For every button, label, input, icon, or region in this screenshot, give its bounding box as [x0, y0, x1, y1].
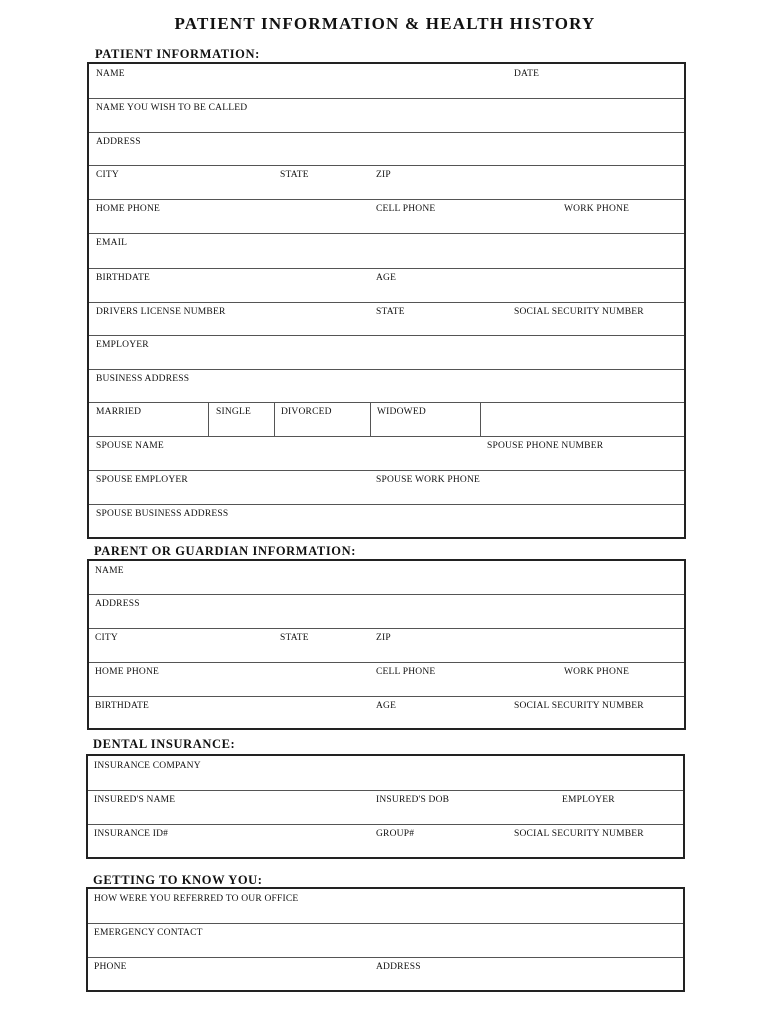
- employer-label: EMPLOYER: [96, 340, 149, 350]
- emergency-contact-row[interactable]: [88, 923, 683, 958]
- spouse-business-address-label: SPOUSE BUSINESS ADDRESS: [96, 509, 229, 519]
- spouse-employer-label: SPOUSE EMPLOYER: [96, 475, 188, 485]
- insurance-employer-label: EMPLOYER: [562, 795, 615, 805]
- guardian-age-label: AGE: [376, 701, 397, 711]
- widowed-option[interactable]: WIDOWED: [377, 407, 426, 417]
- spouse-name-row[interactable]: [89, 436, 684, 471]
- insured-dob-label: INSURED'S DOB: [376, 795, 450, 805]
- spouse-employer-row[interactable]: [89, 470, 684, 505]
- single-option[interactable]: SINGLE: [216, 407, 251, 417]
- emergency-phone-row[interactable]: [88, 957, 683, 990]
- date-label: DATE: [514, 69, 540, 79]
- divider: [370, 402, 371, 436]
- married-option[interactable]: MARRIED: [96, 407, 142, 417]
- insurance-box: [86, 754, 685, 859]
- city-label: CITY: [96, 170, 119, 180]
- guardian-home-phone-label: HOME PHONE: [95, 667, 160, 677]
- business-address-row[interactable]: [89, 369, 684, 403]
- divider: [274, 402, 275, 436]
- insured-row[interactable]: [88, 790, 683, 825]
- business-address-label: BUSINESS ADDRESS: [96, 374, 190, 384]
- state-label: STATE: [280, 170, 309, 180]
- form-title: PATIENT INFORMATION & HEALTH HISTORY: [174, 14, 596, 33]
- patient-info-box: [87, 62, 686, 539]
- guardian-birthdate-row[interactable]: [89, 696, 684, 728]
- home-phone-label: HOME PHONE: [96, 204, 161, 214]
- insurance-company-label: INSURANCE COMPANY: [94, 761, 201, 771]
- email-row[interactable]: [89, 233, 684, 269]
- employer-row[interactable]: [89, 335, 684, 370]
- guardian-phones-row[interactable]: [89, 662, 684, 697]
- group-label: GROUP#: [376, 829, 415, 839]
- insurance-company-row[interactable]: [88, 756, 683, 791]
- address-label: ADDRESS: [96, 137, 141, 147]
- divorced-option[interactable]: DIVORCED: [281, 407, 332, 417]
- guardian-city-row[interactable]: [89, 628, 684, 663]
- dl-state-label: STATE: [376, 307, 405, 317]
- guardian-cell-phone-label: CELL PHONE: [376, 667, 436, 677]
- marital-status-row: [89, 402, 684, 437]
- guardian-info-box: [87, 559, 686, 730]
- guardian-city-label: CITY: [95, 633, 118, 643]
- insurance-id-row[interactable]: [88, 824, 683, 857]
- getting-to-know-box: [86, 887, 685, 992]
- referred-label: HOW WERE YOU REFERRED TO OUR OFFICE: [94, 894, 299, 904]
- guardian-work-phone-label: WORK PHONE: [564, 667, 630, 677]
- nickname-label: NAME YOU WISH TO BE CALLED: [96, 103, 248, 113]
- guardian-state-label: STATE: [280, 633, 309, 643]
- guardian-section-heading: PARENT OR GUARDIAN INFORMATION:: [94, 544, 357, 558]
- age-label: AGE: [376, 273, 397, 283]
- cell-phone-label: CELL PHONE: [376, 204, 436, 214]
- divider: [480, 402, 481, 436]
- name-date-row[interactable]: [89, 64, 684, 99]
- insurance-id-label: INSURANCE ID#: [94, 829, 169, 839]
- birthdate-age-row[interactable]: [89, 268, 684, 303]
- referred-row[interactable]: [88, 889, 683, 924]
- address-row[interactable]: [89, 132, 684, 166]
- emergency-phone-label: PHONE: [94, 962, 127, 972]
- insurance-section-heading: DENTAL INSURANCE:: [93, 737, 236, 751]
- divider: [208, 402, 209, 436]
- name-label: NAME: [96, 69, 125, 79]
- guardian-address-label: ADDRESS: [95, 599, 140, 609]
- guardian-name-row[interactable]: [89, 561, 684, 595]
- insurance-ssn-label: SOCIAL SECURITY NUMBER: [514, 829, 644, 839]
- email-label: EMAIL: [96, 238, 128, 248]
- work-phone-label: WORK PHONE: [564, 204, 630, 214]
- spouse-phone-label: SPOUSE PHONE NUMBER: [487, 441, 604, 451]
- phones-row[interactable]: [89, 199, 684, 234]
- nickname-row[interactable]: [89, 98, 684, 133]
- guardian-address-row[interactable]: [89, 594, 684, 629]
- guardian-ssn-label: SOCIAL SECURITY NUMBER: [514, 701, 644, 711]
- spouse-work-phone-label: SPOUSE WORK PHONE: [376, 475, 481, 485]
- patient-section-heading: PATIENT INFORMATION:: [95, 47, 260, 61]
- guardian-zip-label: ZIP: [376, 633, 391, 643]
- zip-label: ZIP: [376, 170, 391, 180]
- ssn-label: SOCIAL SECURITY NUMBER: [514, 307, 644, 317]
- spouse-business-address-row[interactable]: [89, 504, 684, 537]
- getting-to-know-heading: GETTING TO KNOW YOU:: [93, 873, 263, 887]
- city-state-zip-row[interactable]: [89, 165, 684, 200]
- birthdate-label: BIRTHDATE: [96, 273, 151, 283]
- guardian-name-label: NAME: [95, 566, 124, 576]
- emergency-contact-label: EMERGENCY CONTACT: [94, 928, 203, 938]
- dl-number-label: DRIVERS LICENSE NUMBER: [96, 307, 226, 317]
- guardian-birthdate-label: BIRTHDATE: [95, 701, 150, 711]
- spouse-name-label: SPOUSE NAME: [96, 441, 164, 451]
- license-row[interactable]: [89, 302, 684, 336]
- insured-name-label: INSURED'S NAME: [94, 795, 176, 805]
- emergency-address-label: ADDRESS: [376, 962, 421, 972]
